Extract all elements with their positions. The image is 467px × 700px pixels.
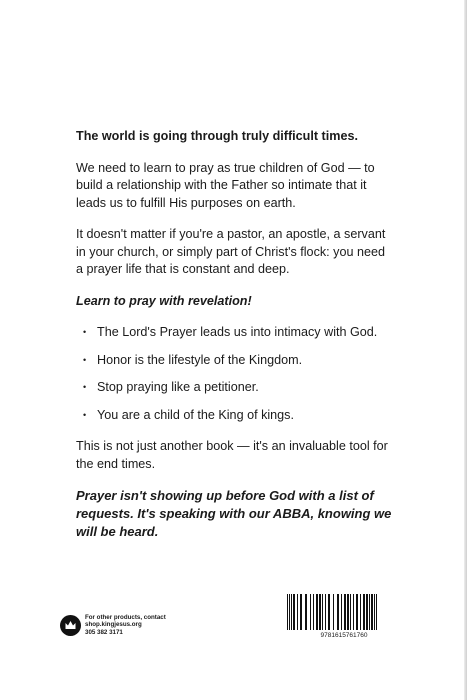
feature-text: Honor is the lifestyle of the Kingdom. bbox=[97, 352, 303, 367]
barcode-bar bbox=[353, 594, 354, 630]
barcode-bar bbox=[344, 594, 346, 630]
feature-item bbox=[76, 407, 394, 425]
barcode-bar bbox=[376, 594, 377, 630]
feature-item bbox=[76, 379, 394, 397]
contact-website: shop.kingjesus.org bbox=[85, 621, 142, 629]
tagline: Learn to pray with revelation! bbox=[76, 293, 252, 308]
intro-heading: The world is going through truly difficult times. bbox=[76, 129, 358, 143]
barcode-bar bbox=[322, 594, 323, 630]
feature-text: You are a child of the King of kings. bbox=[97, 407, 294, 422]
barcode-bar bbox=[289, 594, 290, 630]
barcode-bar bbox=[337, 594, 339, 630]
feature-text: The Lord's Prayer leads us into intimacy with God. bbox=[97, 325, 378, 339]
barcode-bar bbox=[369, 594, 370, 630]
isbn-number: 9781615761760 bbox=[320, 632, 368, 639]
bullet-icon: • bbox=[83, 327, 87, 337]
back-cover-text bbox=[76, 128, 394, 555]
closing-quote: Prayer isn't showing up before God with a list of requests. It's speaking with our ABBA, knowing we will be heard. bbox=[76, 488, 392, 539]
barcode-bar bbox=[287, 594, 288, 630]
barcode-bar bbox=[297, 594, 298, 630]
barcode-bar bbox=[356, 594, 358, 630]
barcode-bar bbox=[313, 594, 314, 630]
barcode-bars bbox=[287, 594, 401, 630]
bullet-icon: • bbox=[83, 382, 87, 392]
intro-paragraph-1: We need to learn to pray as true children of God — to build a relationship with the Father so intimate that it leads us to fulfill His purposes on earth. bbox=[76, 160, 375, 210]
barcode-bar bbox=[319, 594, 321, 630]
summary-paragraph: This is not just another book — it's an invaluable tool for the end times. bbox=[76, 439, 388, 471]
barcode-bar bbox=[333, 594, 334, 630]
barcode-bar bbox=[316, 594, 318, 630]
kingjesus-logo-icon bbox=[60, 615, 81, 636]
barcode-bar bbox=[328, 594, 330, 630]
contact-line-1: For other products, contact bbox=[85, 614, 166, 621]
intro-paragraph-2: It doesn't matter if you're a pastor, an apostle, a servant in your church, or simply part of Christ's flock: you need a prayer life that is constant and deep. bbox=[76, 227, 386, 276]
feature-item bbox=[76, 324, 394, 342]
barcode-bar bbox=[360, 594, 361, 630]
barcode-bar bbox=[347, 594, 349, 630]
feature-list bbox=[76, 324, 394, 424]
bullet-icon: • bbox=[83, 409, 87, 420]
publisher-contact bbox=[60, 614, 166, 636]
barcode-bar bbox=[371, 594, 373, 630]
barcode-bar bbox=[300, 594, 302, 630]
barcode-bar bbox=[366, 594, 368, 630]
isbn-barcode bbox=[279, 588, 409, 648]
barcode-bar bbox=[363, 594, 365, 630]
barcode-bar bbox=[325, 594, 326, 630]
barcode-bar bbox=[293, 594, 295, 630]
crown-icon bbox=[64, 619, 77, 632]
barcode-bar bbox=[310, 594, 311, 630]
contact-phone: 305 382 3171 bbox=[85, 628, 123, 636]
contact-lines bbox=[85, 614, 166, 636]
barcode-bar bbox=[374, 594, 375, 630]
bullet-icon: • bbox=[83, 354, 87, 365]
barcode-bar bbox=[350, 594, 351, 630]
barcode-bar bbox=[341, 594, 342, 630]
feature-text: Stop praying like a petitioner. bbox=[97, 380, 259, 394]
barcode-bar bbox=[291, 594, 292, 630]
barcode-bar bbox=[305, 594, 307, 630]
feature-item bbox=[76, 352, 394, 370]
